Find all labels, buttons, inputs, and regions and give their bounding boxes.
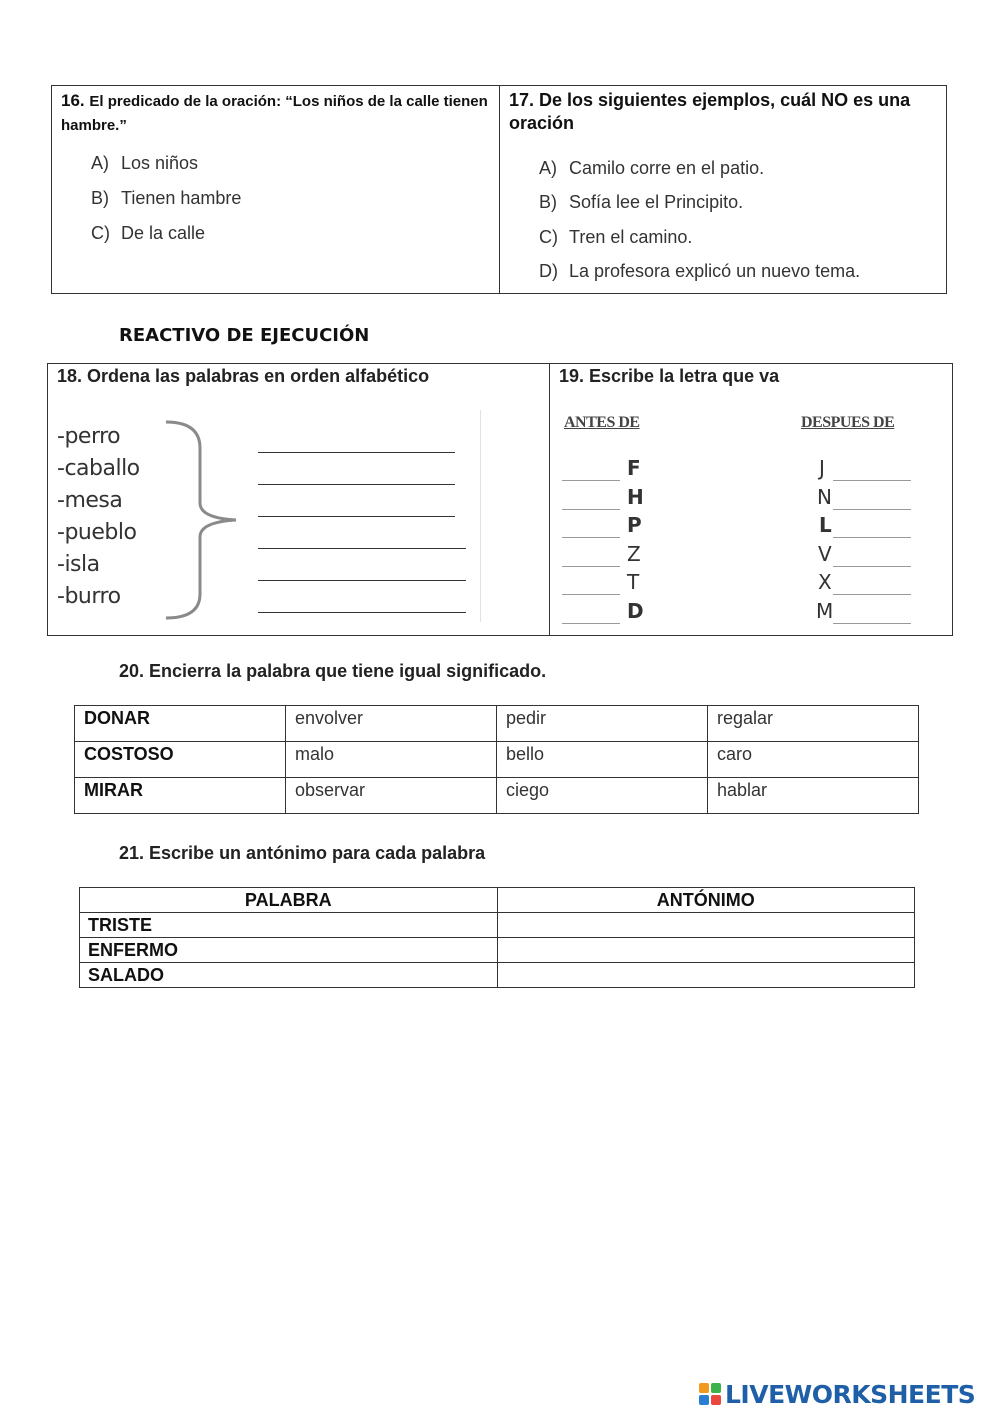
after-label: DESPUES DE bbox=[801, 414, 895, 431]
letter-blank[interactable] bbox=[562, 509, 620, 510]
column-header: ANTÓNIMO bbox=[497, 888, 915, 913]
table-cell-word: ENFERMO bbox=[80, 938, 498, 963]
answer-blank[interactable] bbox=[258, 516, 455, 517]
letter-item: N bbox=[817, 485, 832, 509]
answer-blank[interactable] bbox=[258, 548, 466, 549]
answer-blank[interactable] bbox=[258, 452, 455, 453]
letter-item: X bbox=[818, 570, 832, 594]
letter-item: Z bbox=[627, 542, 641, 566]
antonym-input-cell[interactable] bbox=[497, 913, 915, 938]
question-18-title: 18. Ordena las palabras en orden alfabético bbox=[57, 366, 430, 386]
word-item: -mesa bbox=[57, 488, 123, 513]
letter-item: M bbox=[816, 599, 834, 623]
logo-square bbox=[699, 1383, 709, 1393]
letter-item: H bbox=[627, 485, 644, 509]
letter-blank[interactable] bbox=[833, 594, 911, 595]
logo-square bbox=[699, 1395, 709, 1405]
logo-icon bbox=[699, 1383, 721, 1405]
table-cell-option[interactable]: bello bbox=[497, 742, 708, 778]
q17-option-d[interactable]: D) La profesora explicó un nuevo tema. bbox=[539, 261, 861, 281]
letter-blank[interactable] bbox=[562, 480, 620, 481]
table-cell-key: DONAR bbox=[75, 706, 286, 742]
q16-option-b[interactable]: B) Tienen hambre bbox=[91, 188, 242, 208]
answer-blank[interactable] bbox=[258, 612, 466, 613]
word-item: -pueblo bbox=[57, 520, 137, 545]
question-16-title bbox=[61, 89, 491, 137]
letter-blank[interactable] bbox=[562, 537, 620, 538]
q16-option-c[interactable]: C) De la calle bbox=[91, 223, 206, 243]
letter-item: D bbox=[627, 599, 644, 623]
answer-blank[interactable] bbox=[258, 484, 455, 485]
logo-square bbox=[711, 1383, 721, 1393]
letter-item: T bbox=[627, 570, 640, 594]
synonym-table bbox=[74, 705, 919, 814]
table-cell-word: TRISTE bbox=[80, 913, 498, 938]
letter-blank[interactable] bbox=[562, 623, 620, 624]
curly-brace-icon bbox=[160, 418, 240, 623]
logo-square bbox=[711, 1395, 721, 1405]
table-cell-option[interactable]: envolver bbox=[286, 706, 497, 742]
word-item: -perro bbox=[57, 424, 121, 449]
table-row bbox=[75, 778, 919, 814]
letter-blank[interactable] bbox=[833, 566, 911, 567]
letter-blank[interactable] bbox=[833, 537, 911, 538]
table-cell-option[interactable]: hablar bbox=[708, 778, 919, 814]
liveworksheets-logo[interactable] bbox=[699, 1378, 975, 1410]
letter-blank[interactable] bbox=[833, 623, 911, 624]
table-cell-word: SALADO bbox=[80, 963, 498, 988]
question-19-title: 19. Escribe la letra que va bbox=[559, 366, 780, 386]
table-cell-key: MIRAR bbox=[75, 778, 286, 814]
table-row bbox=[80, 938, 915, 963]
letter-item: J bbox=[819, 456, 825, 480]
table-row bbox=[75, 706, 919, 742]
table-row bbox=[80, 963, 915, 988]
letter-item: V bbox=[818, 542, 832, 566]
question-21-title: 21. Escribe un antónimo para cada palabra bbox=[119, 843, 486, 863]
q16-option-a[interactable]: A) Los niños bbox=[91, 153, 199, 173]
question-20-title: 20. Encierra la palabra que tiene igual significado. bbox=[119, 661, 547, 681]
section-title: REACTIVO DE EJECUCIÓN bbox=[119, 325, 370, 346]
letter-blank[interactable] bbox=[562, 594, 620, 595]
table-cell-option[interactable]: ciego bbox=[497, 778, 708, 814]
q17-option-a[interactable]: A) Camilo corre en el patio. bbox=[539, 158, 765, 178]
table-cell-option[interactable]: observar bbox=[286, 778, 497, 814]
column-divider bbox=[549, 364, 550, 635]
q17-option-b[interactable]: B) Sofía lee el Principito. bbox=[539, 192, 744, 212]
antonym-table bbox=[79, 887, 915, 988]
answer-blank[interactable] bbox=[258, 580, 466, 581]
separator-line bbox=[480, 410, 481, 622]
letter-item: F bbox=[627, 456, 641, 480]
table-cell-option[interactable]: caro bbox=[708, 742, 919, 778]
question-16-number: 16. bbox=[61, 91, 85, 110]
antonym-input-cell[interactable] bbox=[497, 963, 915, 988]
column-header: PALABRA bbox=[80, 888, 498, 913]
question-18-19-box bbox=[47, 363, 953, 636]
word-item: -caballo bbox=[57, 456, 140, 481]
letter-item: P bbox=[627, 513, 642, 537]
table-cell-option[interactable]: malo bbox=[286, 742, 497, 778]
letter-blank[interactable] bbox=[833, 509, 911, 510]
word-item: -burro bbox=[57, 584, 121, 609]
table-cell-key: COSTOSO bbox=[75, 742, 286, 778]
word-item: -isla bbox=[57, 552, 100, 577]
q17-option-c[interactable]: C) Tren el camino. bbox=[539, 227, 693, 247]
before-label: ANTES DE bbox=[564, 414, 640, 431]
table-header-row bbox=[80, 888, 915, 913]
table-row bbox=[75, 742, 919, 778]
column-divider bbox=[499, 86, 500, 293]
question-16-prompt: El predicado de la oración: “Los niños de la calle tienen hambre.” bbox=[61, 93, 488, 134]
table-row bbox=[80, 913, 915, 938]
question-17-title: 17. De los siguientes ejemplos, cuál NO es una oración bbox=[509, 90, 911, 133]
antonym-input-cell[interactable] bbox=[497, 938, 915, 963]
letter-blank[interactable] bbox=[562, 566, 620, 567]
question-16-17-box bbox=[51, 85, 947, 294]
table-cell-option[interactable]: pedir bbox=[497, 706, 708, 742]
letter-item: L bbox=[819, 513, 832, 537]
logo-text: LIVEWORKSHEETS bbox=[725, 1379, 976, 1409]
table-cell-option[interactable]: regalar bbox=[708, 706, 919, 742]
letter-blank[interactable] bbox=[833, 480, 911, 481]
